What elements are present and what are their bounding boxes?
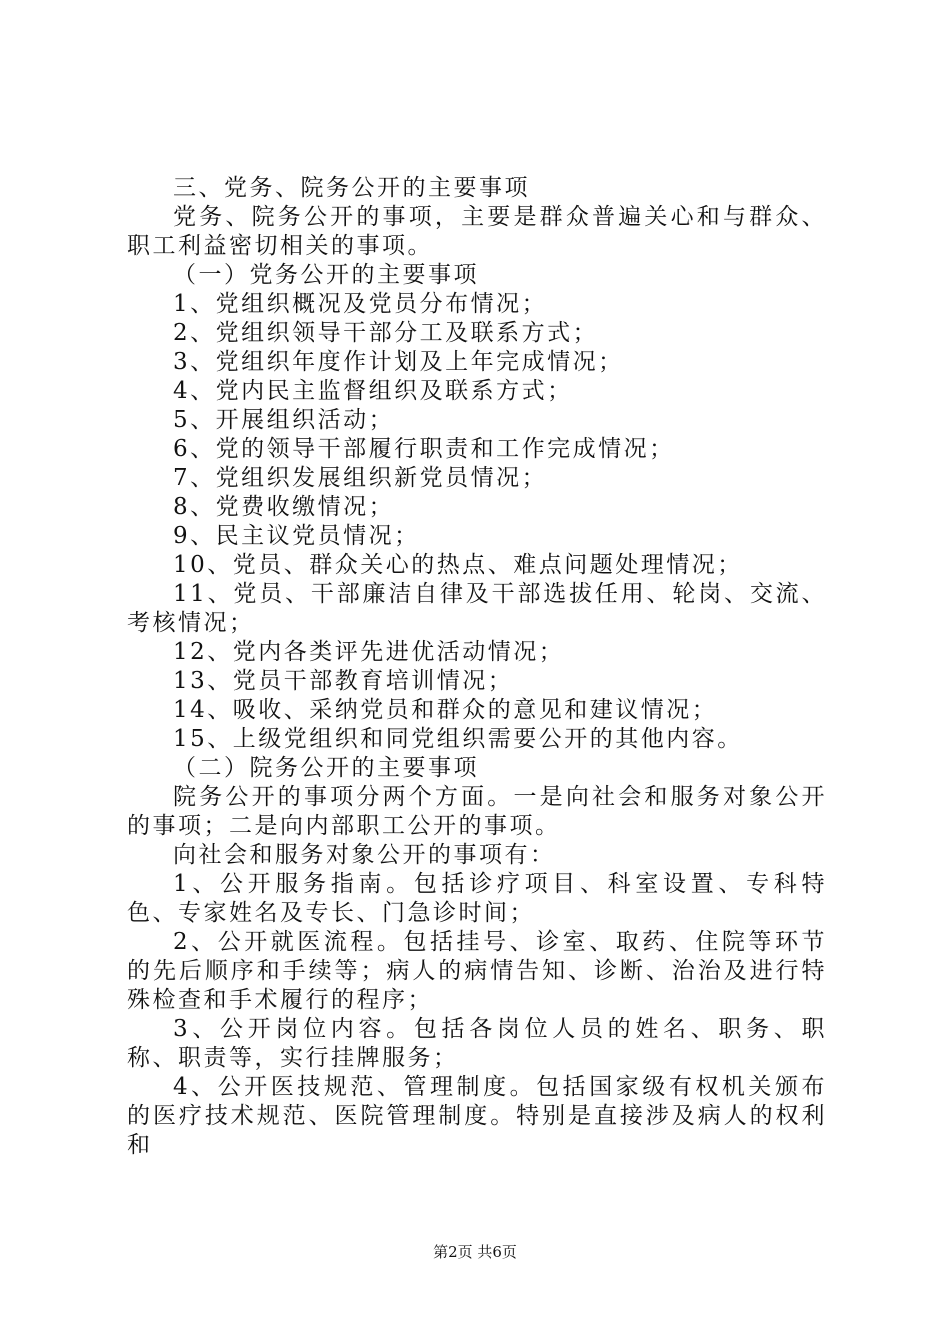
list-item: 3、党组织年度作计划及上年完成情况； (173, 349, 624, 375)
document-body (127, 174, 827, 1160)
list-item: 4、党内民主监督组织及联系方式； (173, 378, 573, 404)
page-number-footer: 第2页 共6页 (433, 1243, 517, 1261)
list-item: 10、党员、群众关心的热点、难点问题处理情况； (173, 552, 743, 578)
list-item: 9、民主议党员情况； (173, 523, 420, 549)
list-item: 8、党费收缴情况； (173, 494, 395, 520)
list-item: 1、公开服务指南。包括诊疗项目、科室设置、专科特色、专家姓名及专长、门急诊时间； (127, 871, 827, 926)
list-item: 13、党员干部教育培训情况； (173, 668, 514, 694)
paragraph-section-heading: 三、党务、院务公开的主要事项 (173, 175, 530, 201)
paragraph: 党务、院务公开的事项，主要是群众普遍关心和与群众、职工利益密切相关的事项。 (127, 204, 827, 259)
list-item: 1、党组织概况及党员分布情况； (173, 291, 548, 317)
list-item: 6、党的领导干部履行职责和工作完成情况； (173, 436, 675, 462)
list-item: 2、党组织领导干部分工及联系方式； (173, 320, 599, 346)
paragraph: 向社会和服务对象公开的事项有： (173, 842, 556, 868)
list-item: 5、开展组织活动； (173, 407, 395, 433)
list-item: 2、公开就医流程。包括挂号、诊室、取药、住院等环节的先后顺序和手续等；病人的病情告知、诊断、治治及进行特殊检查和手术履行的程序； (127, 929, 827, 1013)
list-item: 3、公开岗位内容。包括各岗位人员的姓名、职务、职称、职责等，实行挂牌服务； (127, 1016, 827, 1071)
list-item: 7、党组织发展组织新党员情况； (173, 465, 548, 491)
list-item: 12、党内各类评先进优活动情况； (173, 639, 565, 665)
list-item: 15、上级党组织和同党组织需要公开的其他内容。 (173, 726, 743, 752)
list-item: 14、吸收、采纳党员和群众的意见和建议情况； (173, 697, 718, 723)
paragraph-subsection-heading: （二）院务公开的主要事项 (173, 755, 479, 781)
paragraph: 院务公开的事项分两个方面。一是向社会和服务对象公开的事项；二是向内部职工公开的事项。 (127, 784, 827, 839)
list-item: 11、党员、干部廉洁自律及干部选拔任用、轮岗、交流、考核情况； (127, 581, 827, 636)
list-item: 4、公开医技规范、管理制度。包括国家级有权机关颁布的医疗技术规范、医院管理制度。特别是直接涉及病人的权利和 (127, 1074, 827, 1158)
paragraph-subsection-heading: （一）党务公开的主要事项 (173, 262, 479, 288)
